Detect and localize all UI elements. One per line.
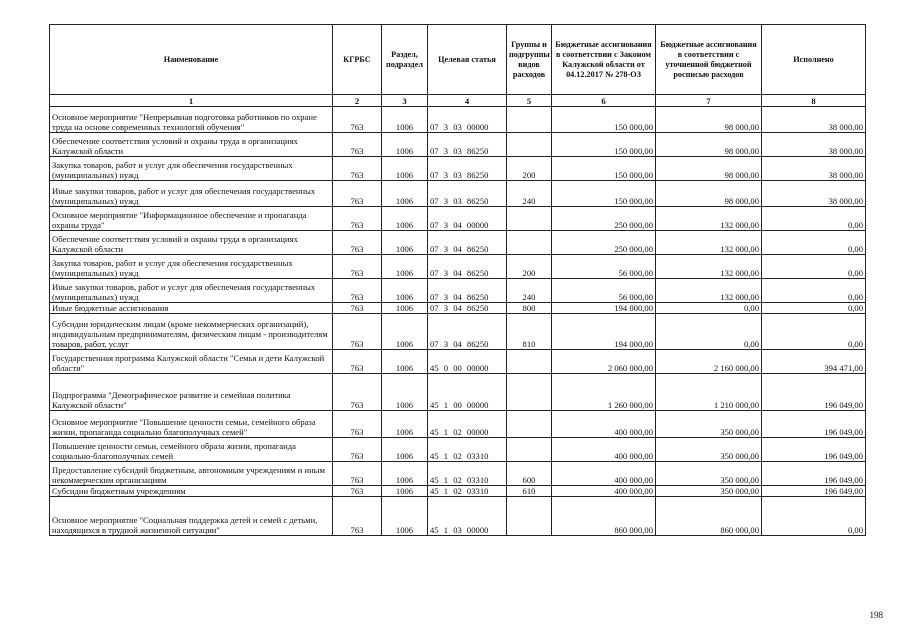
row-expense-type: 800 xyxy=(507,303,552,314)
row-name: Субсидии бюджетным учреждениям xyxy=(50,486,333,497)
row-target-article: 07 3 03 00000 xyxy=(428,107,507,133)
row-name: Основное мероприятие "Информационное обеспечение и пропаганда охраны труда" xyxy=(50,207,333,231)
header-executed: Исполнено xyxy=(762,25,866,95)
row-refined-allocation: 350 000,00 xyxy=(656,438,762,462)
table-row xyxy=(50,207,866,231)
row-name: Государственная программа Калужской области "Семья и дети Калужской области" xyxy=(50,350,333,374)
row-kgrbs: 763 xyxy=(333,314,382,350)
header-kgrbs: КГРБС xyxy=(333,25,382,95)
table-row xyxy=(50,133,866,157)
row-target-article: 45 1 00 00000 xyxy=(428,374,507,411)
row-section: 1006 xyxy=(382,157,428,181)
table-row xyxy=(50,231,866,255)
row-law-allocation: 250 000,00 xyxy=(552,207,656,231)
row-executed: 0,00 xyxy=(762,497,866,536)
row-section: 1006 xyxy=(382,207,428,231)
row-name: Основное мероприятие "Непрерывная подготовка работников по охране труда на основе современных технологий обучения" xyxy=(50,107,333,133)
row-executed: 0,00 xyxy=(762,231,866,255)
row-section: 1006 xyxy=(382,374,428,411)
row-kgrbs: 763 xyxy=(333,303,382,314)
row-refined-allocation: 350 000,00 xyxy=(656,411,762,438)
row-executed: 0,00 xyxy=(762,279,866,303)
row-target-article: 07 3 04 86250 xyxy=(428,231,507,255)
row-law-allocation: 400 000,00 xyxy=(552,462,656,486)
row-kgrbs: 763 xyxy=(333,486,382,497)
row-section: 1006 xyxy=(382,107,428,133)
row-section: 1006 xyxy=(382,279,428,303)
row-section: 1006 xyxy=(382,181,428,207)
row-executed: 196 049,00 xyxy=(762,411,866,438)
row-expense-type xyxy=(507,438,552,462)
row-executed: 0,00 xyxy=(762,314,866,350)
table-row xyxy=(50,411,866,438)
row-kgrbs: 763 xyxy=(333,497,382,536)
table-row xyxy=(50,438,866,462)
table-row xyxy=(50,181,866,207)
column-number: 2 xyxy=(333,95,382,107)
row-kgrbs: 763 xyxy=(333,438,382,462)
row-section: 1006 xyxy=(382,231,428,255)
row-name: Предоставление субсидий бюджетным, автономным учреждениям и иным некоммерческим организациям xyxy=(50,462,333,486)
row-executed: 196 049,00 xyxy=(762,438,866,462)
row-expense-type xyxy=(507,411,552,438)
row-kgrbs: 763 xyxy=(333,462,382,486)
row-kgrbs: 763 xyxy=(333,374,382,411)
row-executed: 196 049,00 xyxy=(762,462,866,486)
row-executed: 394 471,00 xyxy=(762,350,866,374)
row-expense-type xyxy=(507,207,552,231)
row-name: Иные бюджетные ассигнования xyxy=(50,303,333,314)
row-executed: 0,00 xyxy=(762,303,866,314)
row-name: Основное мероприятие "Повышение ценности семьи, семейного образа жизни, пропаганда социально благополучных семей" xyxy=(50,411,333,438)
row-kgrbs: 763 xyxy=(333,181,382,207)
row-expense-type: 240 xyxy=(507,181,552,207)
row-law-allocation: 56 000,00 xyxy=(552,279,656,303)
row-refined-allocation: 132 000,00 xyxy=(656,255,762,279)
row-executed: 38 000,00 xyxy=(762,181,866,207)
row-expense-type: 200 xyxy=(507,157,552,181)
header-section: Раздел, подраздел xyxy=(382,25,428,95)
table-row xyxy=(50,462,866,486)
row-refined-allocation: 2 160 000,00 xyxy=(656,350,762,374)
row-expense-type xyxy=(507,133,552,157)
row-target-article: 07 3 04 86250 xyxy=(428,279,507,303)
row-name: Основное мероприятие "Социальная поддержка детей и семей с детьми, находящихся в трудной жизненной ситуации" xyxy=(50,497,333,536)
row-refined-allocation: 98 000,00 xyxy=(656,107,762,133)
table-row xyxy=(50,255,866,279)
column-number: 5 xyxy=(507,95,552,107)
row-law-allocation: 150 000,00 xyxy=(552,157,656,181)
row-kgrbs: 763 xyxy=(333,350,382,374)
header-target-article: Целевая статья xyxy=(428,25,507,95)
row-expense-type xyxy=(507,374,552,411)
row-kgrbs: 763 xyxy=(333,255,382,279)
row-name: Повышение ценности семьи, семейного образа жизни, пропаганда социально-благополучных семей xyxy=(50,438,333,462)
row-section: 1006 xyxy=(382,462,428,486)
column-number: 3 xyxy=(382,95,428,107)
row-executed: 196 049,00 xyxy=(762,374,866,411)
row-refined-allocation: 98 000,00 xyxy=(656,157,762,181)
row-section: 1006 xyxy=(382,255,428,279)
row-law-allocation: 150 000,00 xyxy=(552,107,656,133)
row-expense-type: 600 xyxy=(507,462,552,486)
row-section: 1006 xyxy=(382,314,428,350)
row-kgrbs: 763 xyxy=(333,279,382,303)
row-name: Обеспечение соответствия условий и охраны труда в организациях Калужской области xyxy=(50,231,333,255)
row-law-allocation: 250 000,00 xyxy=(552,231,656,255)
row-kgrbs: 763 xyxy=(333,107,382,133)
row-target-article: 45 1 02 03310 xyxy=(428,486,507,497)
header-row xyxy=(50,25,866,95)
row-executed: 0,00 xyxy=(762,207,866,231)
table-row xyxy=(50,303,866,314)
column-number: 8 xyxy=(762,95,866,107)
row-name: Закупка товаров, работ и услуг для обеспечения государственных (муниципальных) нужд xyxy=(50,255,333,279)
row-target-article: 07 3 04 86250 xyxy=(428,314,507,350)
table-row xyxy=(50,374,866,411)
row-law-allocation: 1 260 000,00 xyxy=(552,374,656,411)
row-section: 1006 xyxy=(382,411,428,438)
row-executed: 0,00 xyxy=(762,255,866,279)
row-kgrbs: 763 xyxy=(333,207,382,231)
row-target-article: 07 3 04 86250 xyxy=(428,255,507,279)
row-executed: 38 000,00 xyxy=(762,157,866,181)
row-target-article: 45 1 02 03310 xyxy=(428,462,507,486)
row-refined-allocation: 350 000,00 xyxy=(656,462,762,486)
table-row xyxy=(50,157,866,181)
header-expense-type: Группы и подгруппы видов расходов xyxy=(507,25,552,95)
row-target-article: 45 1 02 03310 xyxy=(428,438,507,462)
row-law-allocation: 194 000,00 xyxy=(552,314,656,350)
row-section: 1006 xyxy=(382,350,428,374)
row-law-allocation: 860 000,00 xyxy=(552,497,656,536)
row-name: Обеспечение соответствия условий и охраны труда в организациях Калужской области xyxy=(50,133,333,157)
row-name: Иные закупки товаров, работ и услуг для обеспечения государственных (муниципальных) нужд xyxy=(50,181,333,207)
row-target-article: 45 0 00 00000 xyxy=(428,350,507,374)
row-target-article: 07 3 04 86250 xyxy=(428,303,507,314)
row-refined-allocation: 98 000,00 xyxy=(656,133,762,157)
row-law-allocation: 194 000,00 xyxy=(552,303,656,314)
row-section: 1006 xyxy=(382,438,428,462)
row-law-allocation: 400 000,00 xyxy=(552,486,656,497)
table-row xyxy=(50,486,866,497)
row-expense-type: 610 xyxy=(507,486,552,497)
row-section: 1006 xyxy=(382,303,428,314)
column-number: 4 xyxy=(428,95,507,107)
row-expense-type: 200 xyxy=(507,255,552,279)
row-target-article: 07 3 03 86250 xyxy=(428,133,507,157)
row-target-article: 45 1 02 00000 xyxy=(428,411,507,438)
row-expense-type xyxy=(507,107,552,133)
row-refined-allocation: 132 000,00 xyxy=(656,231,762,255)
row-kgrbs: 763 xyxy=(333,231,382,255)
table-row xyxy=(50,107,866,133)
row-refined-allocation: 132 000,00 xyxy=(656,207,762,231)
row-refined-allocation: 860 000,00 xyxy=(656,497,762,536)
row-law-allocation: 56 000,00 xyxy=(552,255,656,279)
row-kgrbs: 763 xyxy=(333,133,382,157)
row-target-article: 45 1 03 00000 xyxy=(428,497,507,536)
row-expense-type xyxy=(507,231,552,255)
row-name: Иные закупки товаров, работ и услуг для обеспечения государственных (муниципальных) нужд xyxy=(50,279,333,303)
row-name: Закупка товаров, работ и услуг для обеспечения государственных (муниципальных) нужд xyxy=(50,157,333,181)
row-refined-allocation: 0,00 xyxy=(656,314,762,350)
row-target-article: 07 3 03 86250 xyxy=(428,181,507,207)
row-refined-allocation: 0,00 xyxy=(656,303,762,314)
table-row xyxy=(50,279,866,303)
row-target-article: 07 3 03 86250 xyxy=(428,157,507,181)
table-row xyxy=(50,314,866,350)
row-section: 1006 xyxy=(382,133,428,157)
row-law-allocation: 150 000,00 xyxy=(552,181,656,207)
table-row xyxy=(50,350,866,374)
header-refined-allocation: Бюджетные ассигнования в соответствии с уточненной бюджетной росписью расходов xyxy=(656,25,762,95)
row-expense-type: 810 xyxy=(507,314,552,350)
column-number: 1 xyxy=(50,95,333,107)
header-law-allocation: Бюджетные ассигнования в соответствии с Законом Калужской области от 04.12.2017 № 278-ОЗ xyxy=(552,25,656,95)
row-law-allocation: 150 000,00 xyxy=(552,133,656,157)
row-executed: 38 000,00 xyxy=(762,107,866,133)
column-number-row xyxy=(50,95,866,107)
row-refined-allocation: 350 000,00 xyxy=(656,486,762,497)
row-name: Подпрограмма "Демографическое развитие и семейная политика Калужской области" xyxy=(50,374,333,411)
row-executed: 196 049,00 xyxy=(762,486,866,497)
header-name: Наименование xyxy=(50,25,333,95)
row-target-article: 07 3 04 00000 xyxy=(428,207,507,231)
row-law-allocation: 400 000,00 xyxy=(552,438,656,462)
row-section: 1006 xyxy=(382,486,428,497)
row-expense-type xyxy=(507,350,552,374)
column-number: 7 xyxy=(656,95,762,107)
row-kgrbs: 763 xyxy=(333,411,382,438)
budget-table xyxy=(49,24,866,536)
row-name: Субсидии юридическим лицам (кроме некоммерческих организаций), индивидуальным предпринимателям, физическим лицам - производителям товаров, работ, услуг xyxy=(50,314,333,350)
row-law-allocation: 2 060 000,00 xyxy=(552,350,656,374)
row-executed: 38 000,00 xyxy=(762,133,866,157)
row-expense-type xyxy=(507,497,552,536)
page-number: 198 xyxy=(869,610,883,620)
row-refined-allocation: 132 000,00 xyxy=(656,279,762,303)
row-law-allocation: 400 000,00 xyxy=(552,411,656,438)
row-section: 1006 xyxy=(382,497,428,536)
row-refined-allocation: 1 210 000,00 xyxy=(656,374,762,411)
table-row xyxy=(50,497,866,536)
row-refined-allocation: 98 000,00 xyxy=(656,181,762,207)
row-expense-type: 240 xyxy=(507,279,552,303)
column-number: 6 xyxy=(552,95,656,107)
row-kgrbs: 763 xyxy=(333,157,382,181)
